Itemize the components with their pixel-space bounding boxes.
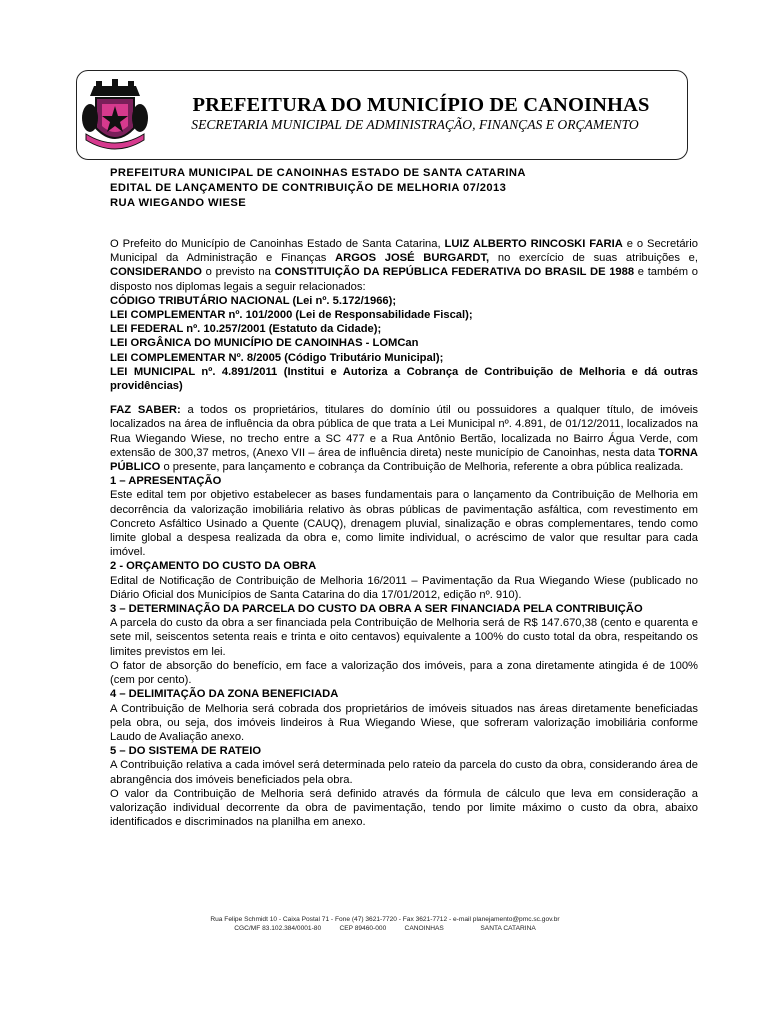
footer-registration: CGC/MF 83.102.384/0001-80 CEP 89460-000 CANOINHAS SANTA CATARINA [234, 925, 536, 932]
section-4-title: 4 – DELIMITAÇÃO DA ZONA BENEFICIADA [110, 688, 339, 701]
mayor-name: LUIZ ALBERTO RINCOSKI FARIA [444, 238, 623, 250]
section-1-title: 1 – APRESENTAÇÃO [110, 475, 222, 488]
secretary-name: ARGOS JOSÉ BURGARDT, [335, 252, 490, 265]
intro-text: no exercício de suas atribuições e, [489, 252, 699, 265]
faz-saber-label: FAZ SABER: [110, 404, 181, 417]
section-2-title: 2 - ORÇAMENTO DO CUSTO DA OBRA [110, 560, 317, 573]
section-5-title: 5 – DO SISTEMA DE RATEIO [110, 745, 262, 758]
intro-paragraph [110, 237, 698, 294]
faz-saber-paragraph [110, 403, 698, 474]
intro-text: O Prefeito do Município de Canoinhas Estado de Santa Catarina, [110, 238, 445, 250]
section-5-text-2: O valor da Contribuição de Melhoria será definido através da fórmula de cálculo que leva em consideração a valorização individual decorrente da obra de pavimentação, tendo por limite máximo o custo da obra, abaixo identificados e discriminados na planilha em anexo. [110, 787, 698, 829]
faz-saber-text: o presente, para lançamento e cobrança da Contribuição de Melhoria, referente a obra pública realizada. [160, 461, 684, 474]
intro-text: e também o disposto nos diplomas legais a seguir relacionados: [110, 266, 699, 293]
law-item: LEI ORGÂNICA DO MUNICÍPIO DE CANOINHAS - LOMCan [110, 337, 419, 350]
page-subtitle: SECRETARIA MUNICIPAL DE ADMINISTRAÇÃO, FINANÇAS E ORÇAMENTO [191, 117, 639, 132]
municipal-coat-of-arms-icon [82, 76, 148, 154]
intro-text: o previsto na [202, 266, 275, 279]
page-footer [150, 915, 620, 933]
considerando-label: CONSIDERANDO [110, 266, 202, 279]
law-item: CÓDIGO TRIBUTÁRIO NACIONAL (Lei nº. 5.172/1966); [110, 294, 397, 307]
section-3-title: 3 – DETERMINAÇÃO DA PARCELA DO CUSTO DA OBRA A SER FINANCIADA PELA CONTRIBUIÇÃO [110, 603, 643, 616]
document-heading [110, 166, 670, 211]
section-5-text-1: A Contribuição relativa a cada imóvel será determinada pelo rateio da parcela do custo da obra, considerando área de abrangência dos imóveis beneficiados pela obra. [110, 759, 698, 786]
page-title: PREFEITURA DO MUNICÍPIO DE CANOINHAS [192, 94, 650, 116]
section-1-text: Este edital tem por objetivo estabelecer as bases fundamentais para o lançamento da Contribuição de Melhoria em decorrência da valorização imobiliária relativo às obras públicas de pavimentação asfáltica, com revestimento em Concreto Asfáltico Usinado a Quente (CAUQ), drenagem pluvial, sinalização e obras complementares, tendo como limite global a despesa realizada da obra e, como limite individual, o acréscimo de valor que resultar para cada imóvel. [110, 489, 698, 559]
heading-line-1: PREFEITURA MUNICIPAL DE CANOINHAS ESTADO DE SANTA CATARINA [110, 167, 526, 179]
section-3-text-2: O fator de absorção do benefício, em face a valorização dos imóveis, para a zona diretamente atingida é de 100% (cem por cento). [110, 659, 698, 687]
torna-publico-label: TORNA PÚBLICO [110, 446, 698, 474]
section-4-text: A Contribuição de Melhoria será cobrada dos proprietários de imóveis situados nas áreas diretamente beneficiadas pela obra, ou seja, dos imóveis lindeiros à Rua Wiegando Wiese, que sofreram valorização imobiliária conforme Laudo de Avaliação anexo. [110, 702, 698, 743]
constitution-reference: CONSTITUIÇÃO DA REPÚBLICA FEDERATIVA DO BRASIL DE 1988 [274, 266, 635, 279]
faz-saber-text: a todos os proprietários, titulares do domínio útil ou possuidores a qualquer título, de imóveis localizados na área de influência da obra pública de que trata a Lei Municipal nº. 4.891, de 01/12/2011, localizados na Rua Wiegando Wiese, no trecho entre a SC 477 e a Rua Antônio Bertão, localizada no Bairro Água Verde, com extensão de 300,37 metros, (Anexo VII – área de influência direta) neste município de Canoinhas, nesta data [110, 404, 698, 459]
law-item: LEI FEDERAL nº. 10.257/2001 (Estatuto da Cidade); [110, 323, 382, 336]
section-2-text: Edital de Notificação de Contribuição de Melhoria 16/2011 – Pavimentação da Rua Wiegando Wiese (publicado no Diário Oficial dos Municípios de Santa Catarina do dia 17/01/2012, edição nº. 910). [110, 574, 698, 601]
law-item: LEI COMPLEMENTAR Nº. 8/2005 (Código Tributário Municipal); [110, 351, 444, 364]
section-3-text-1: A parcela do custo da obra a ser financiada pela Contribuição de Melhoria será de R$ 147.670,38 (cento e quarenta e sete mil, seiscentos setenta reais e trinta e oito centavos) equivalente a 100% do custo total da obra, respeitando os limites previstos em lei. [110, 617, 698, 658]
intro-text: e o Secretário Municipal da Administração e Finanças [110, 238, 698, 265]
footer-address: Rua Felipe Schmidt 10 - Caixa Postal 71 - Fone (47) 3621-7720 - Fax 3621-7712 - e-mail planejamento@pmc.sc.gov.br [210, 916, 560, 923]
law-item: LEI MUNICIPAL nº. 4.891/2011 (Institui e Autoriza a Cobrança de Contribuição de Melhoria e dá outras providências) [110, 365, 698, 393]
heading-line-2: EDITAL DE LANÇAMENTO DE CONTRIBUIÇÃO DE MELHORIA 07/2013 [110, 182, 507, 194]
law-item: LEI COMPLEMENTAR nº. 101/2000 (Lei de Responsabilidade Fiscal); [110, 309, 473, 322]
document-body [110, 237, 698, 829]
heading-line-3: RUA WIEGANDO WIESE [110, 197, 247, 209]
